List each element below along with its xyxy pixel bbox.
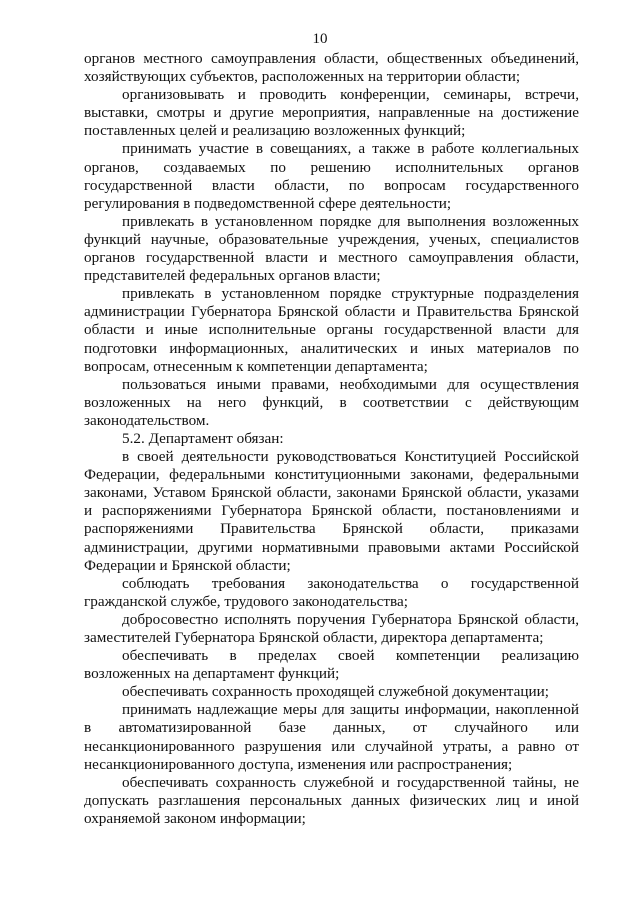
paragraph: пользоваться иными правами, необходимыми для осуществления возложенных на него функций, в соответствии с действующим законодательством. (84, 375, 579, 429)
document-body (84, 50, 579, 828)
paragraph: добросовестно исполнять поручения Губернатора Брянской области, заместителей Губернатора Брянской области, директора департамента; (84, 610, 579, 646)
paragraph: принимать участие в совещаниях, а также в работе коллегиальных органов, создаваемых по решению исполнительных органов государственной власти области, по вопросам государственного регулирования в подведомственной сфере деятельности; (84, 140, 579, 212)
paragraph: обеспечивать в пределах своей компетенции реализацию возложенных на департамент функций; (84, 647, 579, 683)
paragraph-continuation: органов местного самоуправления области, общественных объединений, хозяйствующих субъектов, расположенных на территории области; (84, 50, 579, 86)
paragraph: обеспечивать сохранность служебной и государственной тайны, не допускать разглашения персональных данных физических лиц и иной охраняемой законом информации; (84, 773, 579, 827)
page-number: 10 (312, 31, 328, 47)
paragraph: соблюдать требования законодательства о государственной гражданской службе, трудового законодательства; (84, 574, 579, 610)
paragraph: в своей деятельности руководствоваться Конституцией Российской Федерации, федеральными конституционными законами, федеральными законами, Уставом Брянской области, законами Брянской области, указами и распоряжениями Губернатора Брянской области, постановлениями и распоряжениями Правительства Брянской области, приказами администрации, другими нормативными правовыми актами Российской Федерации и Брянской области; (84, 448, 579, 574)
section-heading: 5.2. Департамент обязан: (122, 429, 284, 447)
paragraph: привлекать в установленном порядке для выполнения возложенных функций научные, образовательные учреждения, ученых, специалистов органов государственной власти и местного самоуправления области, представителей федеральных органов власти; (84, 212, 579, 285)
paragraph: принимать надлежащие меры для защиты информации, накопленной в автоматизированной базе данных, от случайного или несанкционированного разрушения или случайной утраты, а равно от несанкционированного доступа, изменения или распространения; (84, 701, 579, 773)
paragraph: организовывать и проводить конференции, семинары, встречи, выставки, смотры и другие мероприятия, направленные на достижение поставленных целей и реализацию возложенных функций; (84, 86, 579, 140)
paragraph: обеспечивать сохранность проходящей служебной документации; (122, 683, 549, 701)
paragraph: привлекать в установленном порядке структурные подразделения администрации Губернатора Брянской области и Правительства Брянской области и иные исполнительные органы государственной власти для подготовки информационных, аналитических и иных материалов по вопросам, отнесенным к компетенции департамента; (84, 285, 579, 375)
